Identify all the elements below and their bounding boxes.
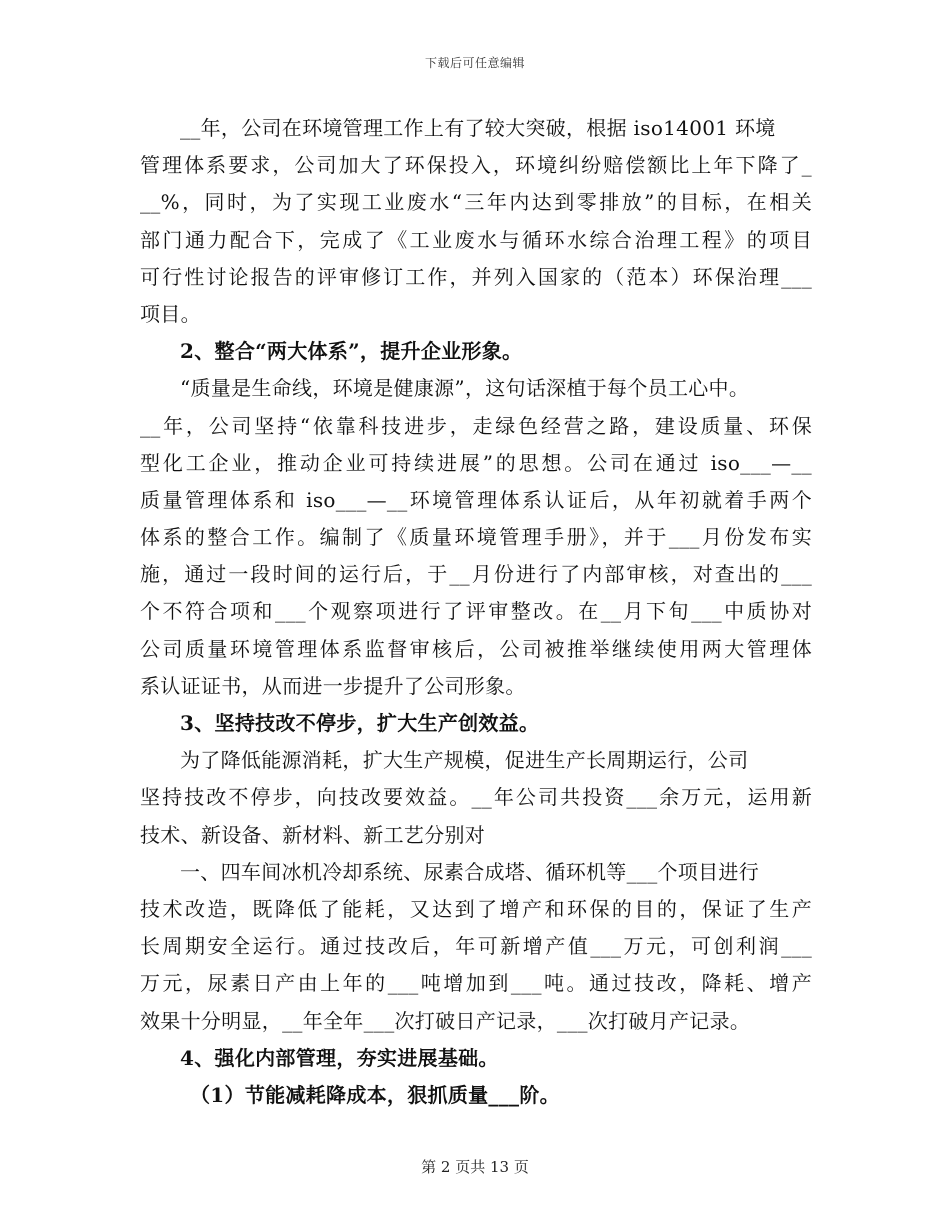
- paragraph-line: “质量是生命线，环境是健康源”，这句话深植于每个员工心中。: [180, 376, 750, 401]
- paragraph-line: 部门通力配合下，完成了《工业废水与循环水综合治理工程》的项目: [140, 227, 812, 252]
- paragraph-line: 万元，尿素日产由上年的___吨增加到___吨。通过技改，降耗、增产: [140, 971, 812, 996]
- paragraph-line: 施，通过一段时间的运行后，于__月份进行了内部审核，对查出的___: [140, 562, 812, 587]
- paragraph-line: 为了降低能源消耗，扩大生产规模，促进生产长周期运行，公司: [180, 748, 749, 773]
- page-footer: 第 2 页共 13 页: [421, 1158, 529, 1176]
- page-header: 下载后可任意编辑: [424, 56, 525, 70]
- section-heading: 2、整合“两大体系”，提升企业形象。: [180, 339, 523, 364]
- paragraph-line: 质量管理体系和 iso___—__环境管理体系认证后，从年初就着手两个: [140, 487, 812, 512]
- document-body: [140, 110, 812, 1114]
- section-heading: 4、强化内部管理，夯实进展基础。: [180, 1045, 499, 1070]
- paragraph-line: 系认证证书，从而进一步提升了公司形象。: [140, 673, 526, 698]
- paragraph-line: 可行性讨论报告的评审修订工作，并列入国家的（范本）环保治理___: [140, 264, 812, 289]
- paragraph-line: 坚持技改不停步，向技改要效益。__年公司共投资___余万元，运用新: [140, 785, 812, 810]
- section-heading: 3、坚持技改不停步，扩大生产创效益。: [180, 711, 540, 735]
- paragraph-line: 长周期安全运行。通过技改后，年可新增产值___万元，可创利润___: [140, 934, 812, 959]
- subsection-heading: （1）节能减耗降成本，狠抓质量___阶。: [190, 1082, 560, 1107]
- paragraph-line: __%，同时，为了实现工业废水“三年内达到零排放”的目标，在相关: [140, 190, 812, 215]
- paragraph-line: __年，公司在环境管理工作上有了较大突破，根据 iso14001 环境: [180, 116, 776, 140]
- paragraph-line: 技术、新设备、新材料、新工艺分别对: [140, 822, 486, 847]
- paragraph-line: 公司质量环境管理体系监督审核后，公司被推举继续使用两大管理体: [140, 636, 812, 661]
- paragraph-line: 效果十分明显，__年全年___次打破日产记录，___次打破月产记录。: [140, 1008, 751, 1033]
- paragraph-line: 管理体系要求，公司加大了环保投入，环境纠纷赔偿额比上年下降了_: [140, 153, 812, 178]
- paragraph-line: 一、四车间冰机冷却系统、尿素合成塔、循环机等___个项目进行: [180, 859, 759, 884]
- paragraph-line: 技术改造，既降低了能耗，又达到了增产和环保的目的，保证了生产: [140, 896, 812, 921]
- paragraph-line: 型化工企业，推动企业可持续进展”的思想。公司在通过 iso___—__: [140, 450, 812, 475]
- paragraph-line: __年，公司坚持“依靠科技进步，走绿色经营之路，建设质量、环保: [140, 413, 812, 438]
- paragraph-line: 体系的整合工作。编制了《质量环境管理手册》，并于___月份发布实: [140, 525, 812, 550]
- paragraph-line: 项目。: [140, 301, 201, 326]
- paragraph-line: 个不符合项和___个观察项进行了评审整改。在__月下旬___中质协对: [140, 599, 812, 624]
